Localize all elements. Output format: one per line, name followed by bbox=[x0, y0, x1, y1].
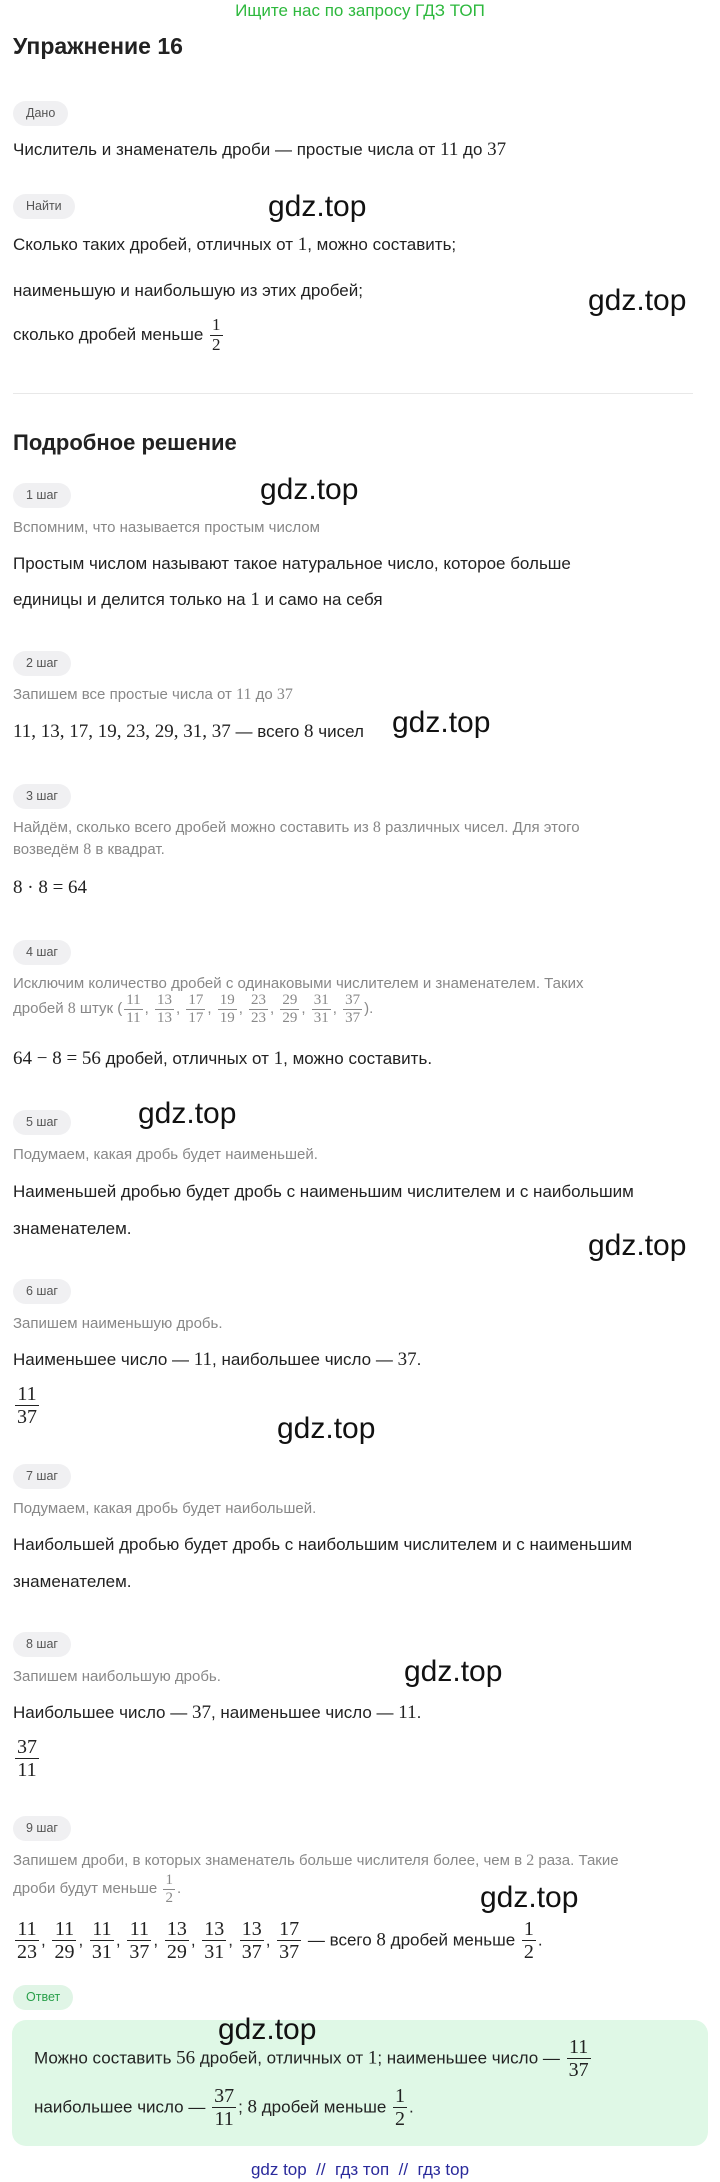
step-1-line-2: единицы и делится только на 1 и само на себя bbox=[13, 589, 383, 610]
watermark: gdz.top bbox=[588, 284, 687, 317]
find-question-2: наименьшую и наибольшую из этих дробей; bbox=[13, 281, 363, 300]
fraction: $\frac{17}{37}$ bbox=[279, 1918, 300, 1963]
separator: , bbox=[190, 1930, 201, 1950]
answer-line-2: наибольшее число — $\frac{37}{11}$ ; 8 дробей меньше $\frac{1}{2}$ . bbox=[34, 2085, 414, 2130]
fraction: $\frac{17}{17}$ bbox=[188, 992, 204, 1026]
separator: , bbox=[153, 1930, 163, 1950]
step-2-hint: Запишем все простые числа от 11 до 37 bbox=[13, 686, 293, 703]
solution-title: Подробное решение bbox=[13, 430, 237, 455]
step-7-chip: 7 шаг bbox=[13, 1464, 71, 1489]
step-6-hint: Запишем наименьшую дробь. bbox=[13, 1315, 223, 1332]
fraction: $\frac{29}{29}$ bbox=[282, 992, 298, 1026]
fraction: $\frac{11}{29}$ bbox=[54, 1918, 75, 1963]
separator: , bbox=[332, 1000, 342, 1017]
step-9-chip: 9 шаг bbox=[13, 1816, 71, 1841]
watermark: gdz.top bbox=[277, 1412, 376, 1445]
fraction: $\frac{31}{31}$ bbox=[313, 992, 329, 1026]
step-7-line-1: Наибольшей дробью будет дробь с наибольшим числителем и с наименьшим bbox=[13, 1535, 633, 1554]
fraction: $\frac{23}{23}$ bbox=[251, 992, 267, 1026]
fraction: $\frac{11}{31}$ bbox=[91, 1918, 112, 1963]
watermark: gdz.top bbox=[260, 473, 359, 506]
step-8-line: Наибольшее число — 37, наименьшее число — 11. bbox=[13, 1702, 422, 1723]
fraction: $\frac{11}{11}$ bbox=[126, 992, 141, 1026]
fraction: $\frac{37}{37}$ bbox=[345, 992, 361, 1026]
separator: , bbox=[176, 1000, 185, 1017]
step-9-fractions: $\frac{11}{23}$ , $\frac{11}{29}$ , $\frac{11}{31}$ , $\frac{11}{37}$ , $\frac{13}{29}$ , $\frac{13}{31}$ , $\frac{13}{37}$ , $\frac{17}{37}$ — всего 8 дробей меньше $\frac{1}{2}$ . bbox=[13, 1918, 543, 1963]
watermark: gdz.top bbox=[268, 190, 367, 223]
fraction: $\frac{13}{37}$ bbox=[241, 1918, 262, 1963]
step-6-fraction: $\frac{11}{37}$ bbox=[17, 1383, 37, 1428]
separator: , bbox=[144, 1000, 154, 1017]
step-1-line-1: Простым числом называют такое натуральное число, которое больше bbox=[13, 554, 571, 573]
answer-chip: Ответ bbox=[13, 1985, 73, 2010]
step-4-hint-2: дробей 8 штук ( $\frac{11}{11}$ , $\frac{13}{13}$ , $\frac{17}{17}$ , $\frac{19}{19}$ , $\frac{23}{23}$ , $\frac{29}{29}$ , $\frac{31}{31}$ , $\frac{37}{37}$ ). bbox=[13, 992, 374, 1026]
answer-line-1: Можно составить 56 дробей, отличных от 1; наименьшее число — $\frac{11}{37}$ bbox=[34, 2036, 589, 2081]
separator: , bbox=[228, 1930, 238, 1950]
fraction: $\frac{13}{29}$ bbox=[166, 1918, 187, 1963]
step-4-chip: 4 шаг bbox=[13, 940, 71, 965]
separator: , bbox=[207, 1000, 216, 1017]
step-3-hint: Найдём, сколько всего дробей можно составить из 8 различных чисел. Для этого возведём 8 в квадрат. bbox=[13, 819, 580, 858]
step-8-chip: 8 шаг bbox=[13, 1632, 71, 1657]
step-6-line: Наименьшее число — 11, наибольшее число — 37. bbox=[13, 1349, 422, 1370]
step-9-hint: Запишем дроби, в которых знаменатель больше числителя более, чем в 2 раза. Такие bbox=[13, 1852, 619, 1869]
watermark: gdz.top bbox=[138, 1097, 237, 1130]
fraction: $\frac{13}{13}$ bbox=[157, 992, 173, 1026]
separator: , bbox=[270, 1000, 279, 1017]
step-3-formula: 8 · 8 = 64 bbox=[13, 877, 88, 898]
step-1-hint: Вспомним, что называется простым числом bbox=[13, 519, 320, 536]
step-5-line-1: Наименьшей дробью будет дробь с наименьшим числителем и с наибольшим bbox=[13, 1182, 634, 1201]
fraction: $\frac{11}{23}$ bbox=[17, 1918, 37, 1963]
separator: , bbox=[265, 1930, 276, 1950]
step-6-chip: 6 шаг bbox=[13, 1279, 71, 1304]
step-1-chip: 1 шаг bbox=[13, 483, 71, 508]
step-7-line-2: знаменателем. bbox=[13, 1572, 132, 1591]
separator: , bbox=[238, 1000, 248, 1017]
separator: , bbox=[41, 1930, 51, 1950]
watermark: gdz.top bbox=[404, 1655, 503, 1688]
divider bbox=[13, 393, 693, 394]
step-7-hint: Подумаем, какая дробь будет наибольшей. bbox=[13, 1500, 317, 1517]
search-hint-banner: Ищите нас по запросу ГДЗ ТОП bbox=[235, 1, 485, 20]
step-5-chip: 5 шаг bbox=[13, 1110, 71, 1135]
step-2-chip: 2 шаг bbox=[13, 651, 71, 676]
find-chip: Найти bbox=[13, 194, 75, 219]
step-4-hint: Исключим количество дробей с одинаковыми числителем и знаменателем. Таких bbox=[13, 975, 584, 992]
fraction: $\frac{11}{37}$ bbox=[129, 1918, 150, 1963]
separator: , bbox=[115, 1930, 126, 1950]
step-5-hint: Подумаем, какая дробь будет наименьшей. bbox=[13, 1146, 318, 1163]
step-9-hint-2: дроби будут меньше $\frac{1}{2}$ . bbox=[13, 1872, 182, 1906]
step-8-fraction: $\frac{37}{11}$ bbox=[17, 1736, 37, 1781]
page-title: Упражнение 16 bbox=[13, 33, 183, 59]
separator: , bbox=[301, 1000, 310, 1017]
fraction: $\frac{13}{31}$ bbox=[204, 1918, 225, 1963]
fraction-one-half: $\frac{1}{2}$ bbox=[212, 315, 221, 354]
step-2-primes: 11, 13, 17, 19, 23, 29, 31, 37 — всего 8 чисел bbox=[13, 721, 364, 742]
watermark: gdz.top bbox=[392, 706, 491, 739]
given-chip: Дано bbox=[13, 101, 68, 126]
given-text: Числитель и знаменатель дроби — простые числа от 11 до 37 bbox=[13, 139, 507, 160]
step-5-line-2: знаменателем. bbox=[13, 1219, 132, 1238]
footer-links[interactable]: gdz top // гдз топ // гдз top bbox=[250, 2160, 470, 2179]
step-4-result: 64 − 8 = 56 дробей, отличных от 1, можно составить. bbox=[13, 1048, 433, 1069]
fraction: $\frac{19}{19}$ bbox=[219, 992, 235, 1026]
find-question-1: Сколько таких дробей, отличных от 1, можно составить; bbox=[13, 234, 457, 255]
watermark: gdz.top bbox=[218, 2013, 317, 2046]
find-question-3: сколько дробей меньше $\frac{1}{2}$ bbox=[13, 315, 221, 354]
watermark: gdz.top bbox=[588, 1229, 687, 1262]
separator: , bbox=[78, 1930, 88, 1950]
step-8-hint: Запишем наибольшую дробь. bbox=[13, 1668, 221, 1685]
step-3-chip: 3 шаг bbox=[13, 784, 71, 809]
watermark: gdz.top bbox=[480, 1881, 579, 1914]
answer-box bbox=[0, 2020, 720, 2146]
